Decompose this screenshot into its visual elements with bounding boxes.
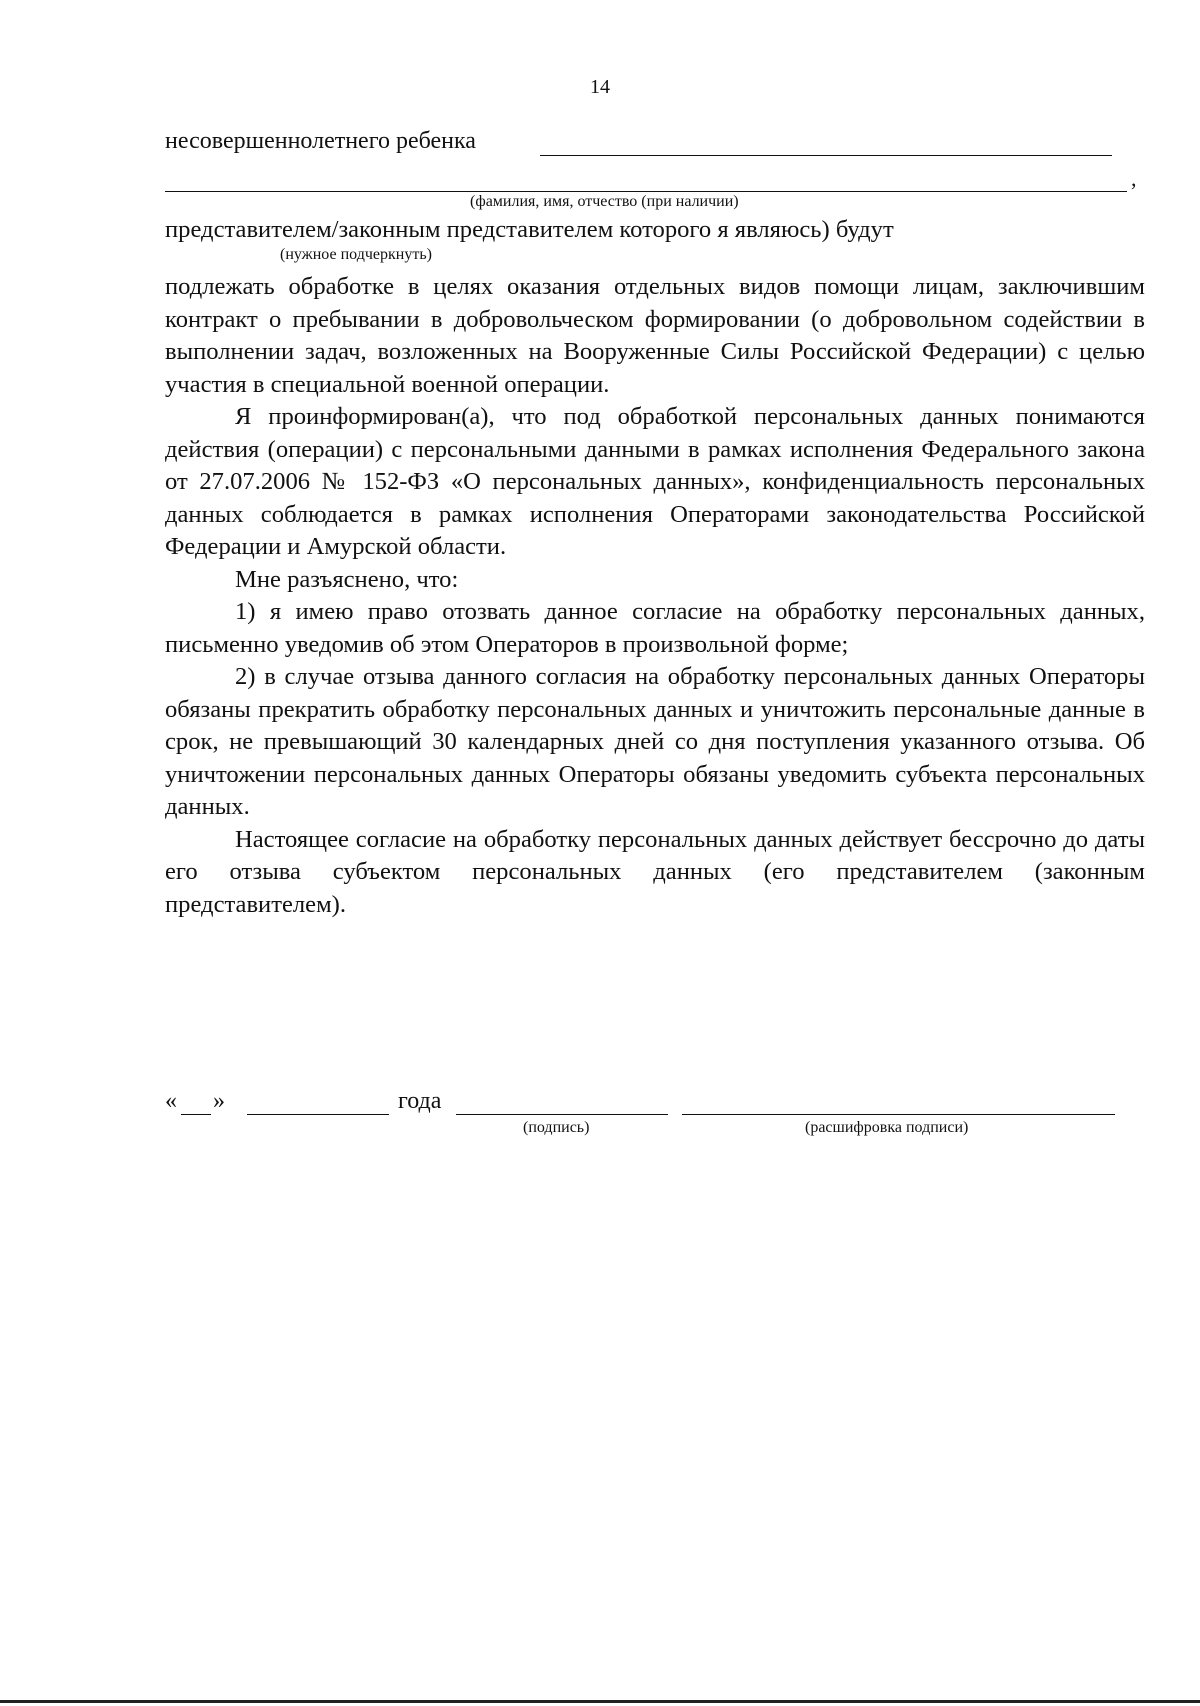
quote-open: « bbox=[165, 1088, 177, 1114]
signature-row bbox=[165, 1088, 1165, 1118]
explained-paragraph: Мне разъяснено, что: bbox=[235, 565, 459, 593]
page-number: 14 bbox=[590, 76, 610, 98]
item-1-paragraph: 1) я имею право отозвать данное согласие на обработку персональных данных, письменно уведомив об этом Операторов в произвольной форме; bbox=[165, 598, 1145, 658]
month-field[interactable] bbox=[247, 1114, 389, 1115]
page-bottom-edge bbox=[0, 1700, 1200, 1703]
decoding-caption: (расшифровка подписи) bbox=[805, 1119, 969, 1136]
underline-caption: (нужное подчеркнуть) bbox=[280, 246, 432, 263]
quote-close: » bbox=[213, 1088, 225, 1114]
signature-field[interactable] bbox=[456, 1114, 668, 1115]
child-name-field[interactable] bbox=[540, 155, 1112, 156]
year-word: года bbox=[398, 1088, 442, 1114]
representative-line: представителем/законным представителем которого я являюсь) будут bbox=[165, 216, 894, 243]
fio-caption: (фамилия, имя, отчество (при наличии) bbox=[470, 193, 739, 210]
consent-body bbox=[165, 271, 1145, 921]
signature-caption: (подпись) bbox=[523, 1119, 590, 1136]
trailing-comma: , bbox=[1131, 166, 1137, 191]
purpose-paragraph: подлежать обработке в целях оказания отдельных видов помощи лицам, заключившим контракт о пребывании в добровольческом формировании (о добровольном содействии в выполнении задач, возложенных на Вооруженные Силы Российской Федерации) с целью участия в специальной военной операции. bbox=[165, 273, 1145, 398]
child-name-field-continued[interactable] bbox=[165, 191, 1127, 192]
validity-paragraph: Настоящее согласие на обработку персональных данных действует бессрочно до даты его отзыва субъектом персональных данных (его представителем (законным представителем). bbox=[165, 825, 1145, 918]
signature-decoding-field[interactable] bbox=[682, 1114, 1115, 1115]
day-field[interactable] bbox=[181, 1114, 211, 1115]
informed-paragraph: Я проинформирован(а), что под обработкой персональных данных понимаются действия (операции) с персональными данными в рамках исполнения Федерального закона от 27.07.2006 № 152-ФЗ «О персональных данных», конфиденциальность персональных данных соблюдается в рамках исполнения Операторами законодательства Российской Федерации и Амурской области. bbox=[165, 403, 1145, 560]
child-label: несовершеннолетнего ребенка bbox=[165, 128, 476, 154]
item-2-paragraph: 2) в случае отзыва данного согласия на обработку персональных данных Операторы обязаны прекратить обработку персональных данных и уничтожить персональные данные в срок, не превышающий 30 календарных дней со дня поступления указанного отзыва. Об уничтожении персональных данных Операторы обязаны уведомить субъекта персональных данных. bbox=[165, 663, 1145, 820]
